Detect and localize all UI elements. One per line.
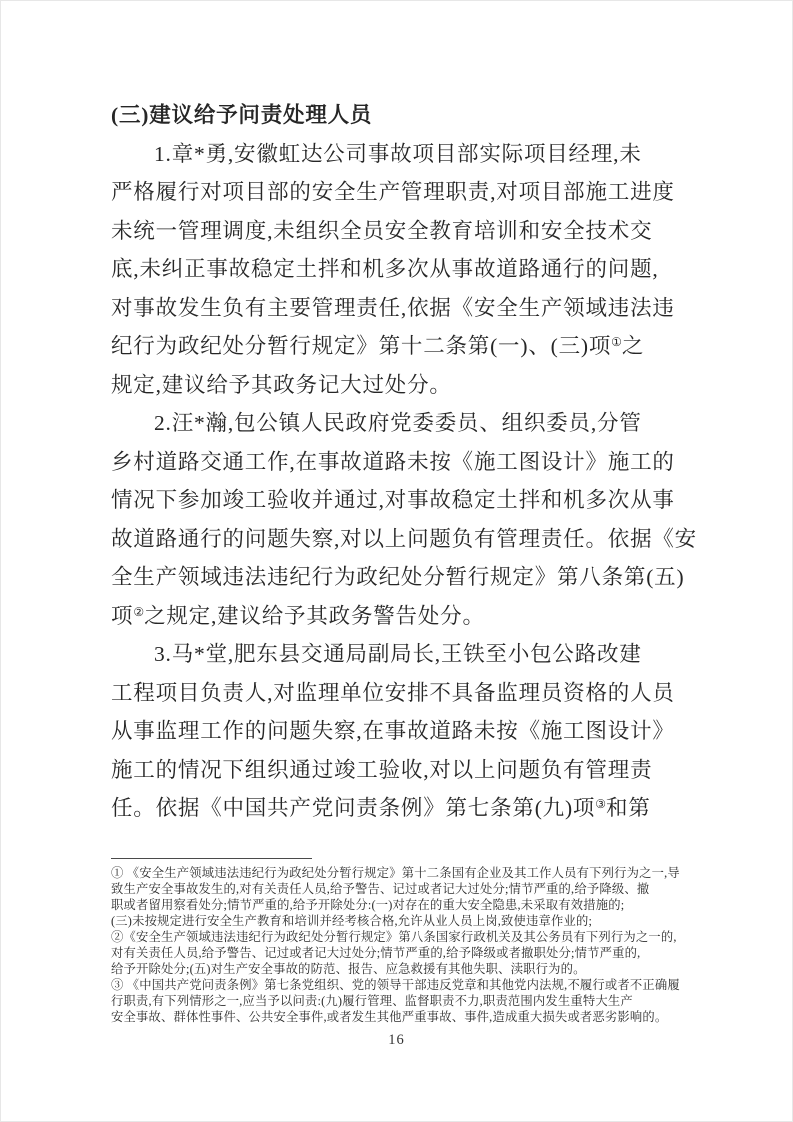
footnote-line: (三)未按规定进行安全生产教育和培训并经考核合格,允许从业人员上岗,致使违章作业的; [111, 914, 593, 928]
body-line: 全生产领域违法违纪行为政纪处分暂行规定》第八条第(五) [111, 565, 685, 589]
body-line: 规定,建议给予其政务记大过处分。 [111, 372, 452, 397]
body-line [111, 789, 691, 828]
body-line: 3.马*堂,肥东县交通局副局长,王铁至小包公路改建 [154, 642, 642, 666]
body-line: 从事监理工作的问题失察,在事故道路未按《施工图设计》 [111, 719, 675, 743]
footnote-ref-2: ② [133, 604, 145, 619]
footnote-line: ②《安全生产领域违法违纪行为政纪处分暂行规定》第八条国家行政机关及其公务员有下列行为之一的, [111, 930, 677, 944]
body-text-segment: 纪行为政纪处分暂行规定》第十二条第(一)、(三)项 [111, 334, 612, 358]
body-line: 1.章*勇,安徽虹达公司事故项目部实际项目经理,未 [154, 141, 642, 166]
footnote-line: ③ 《中国共产党问责条例》第七条党组织、党的领导干部违反党章和其他党内法规,不履行或者不正确履 [111, 978, 680, 992]
body-text-segment: 任。依据《中国共产党问责条例》第七条第(九)项 [111, 796, 596, 820]
body-line: 对事故发生负有主要管理责任,依据《安全生产领域违法违 [111, 295, 675, 320]
footnote-line: 给予开除处分;(五)对生产安全事故的防范、报告、应急救援有其他失职、渎职行为的。 [111, 962, 586, 976]
footnotes-section [111, 858, 689, 1025]
body-text-segment: 和第 [606, 796, 651, 820]
page-number: 16 [388, 1032, 405, 1048]
footnote-1 [111, 865, 689, 929]
body-line: 底,未纠正事故稳定土拌和机多次从事故道路通行的问题, [111, 257, 659, 281]
footnote-3 [111, 977, 689, 1025]
footnote-line: 行职责,有下列情形之一,应当予以问责:(九)履行管理、监督职责不力,职责范围内发生重特大生产 [111, 994, 633, 1008]
body-line: 乡村道路交通工作,在事故道路未按《施工图设计》施工的 [111, 449, 675, 474]
paragraph-1 [111, 135, 691, 405]
footnote-ref-3: ③ [595, 797, 606, 811]
body-text-segment: 之规定,建议给予其政务警告处分。 [144, 603, 485, 628]
document-body [111, 96, 697, 828]
footnote-line: 职或者留用察看处分;情节严重的,给予开除处分:(一)对存在的重大安全隐患,未采取有效措施的; [111, 898, 625, 912]
body-line: 2.汪*瀚,包公镇人民政府党委委员、组织委员,分管 [154, 411, 642, 435]
body-text-segment: 项 [111, 603, 134, 628]
footnote-line: 安全事故、群体性事件、公共安全事件,或者发生其他严重事故、事件,造成重大损失或者恶劣影响的。 [111, 1010, 668, 1024]
section-heading: (三)建议给予问责处理人员 [111, 103, 373, 127]
body-line: 情况下参加竣工验收并通过,对事故稳定土拌和机多次从事 [111, 488, 675, 512]
footnote-line: 对有关责任人员,给予警告、记过或者记大过处分;情节严重的,给予降级或者撤职处分;情节严重的, [111, 946, 641, 960]
body-line: 故道路通行的问题失察,对以上问题负有管理责任。依据《安 [111, 526, 697, 551]
footnote-line: 致生产安全事故发生的,对有关责任人员,给予警告、记过或者记大过处分;情节严重的,给予降级、撤 [111, 882, 650, 896]
footnote-line: ① 《安全生产领域违法违纪行为政纪处分暂行规定》第十二条国有企业及其工作人员有下列行为之一,导 [111, 866, 680, 880]
body-text-segment: 之 [621, 334, 645, 358]
footnote-2 [111, 929, 689, 977]
paragraph-2 [111, 404, 697, 635]
body-line [111, 327, 691, 366]
body-line: 严格履行对项目部的安全生产管理职责,对项目部施工进度 [111, 180, 675, 204]
body-line [111, 597, 691, 636]
footnote-ref-1: ① [611, 335, 622, 349]
body-line: 工程项目负责人,对监理单位安排不具备监理员资格的人员 [111, 680, 675, 705]
footnote-separator [111, 858, 312, 859]
body-line: 未统一管理调度,未组织全员安全教育培训和安全技术交 [111, 218, 653, 243]
paragraph-3 [111, 635, 691, 828]
body-line: 施工的情况下组织通过竣工验收,对以上问题负有管理责 [111, 757, 653, 782]
